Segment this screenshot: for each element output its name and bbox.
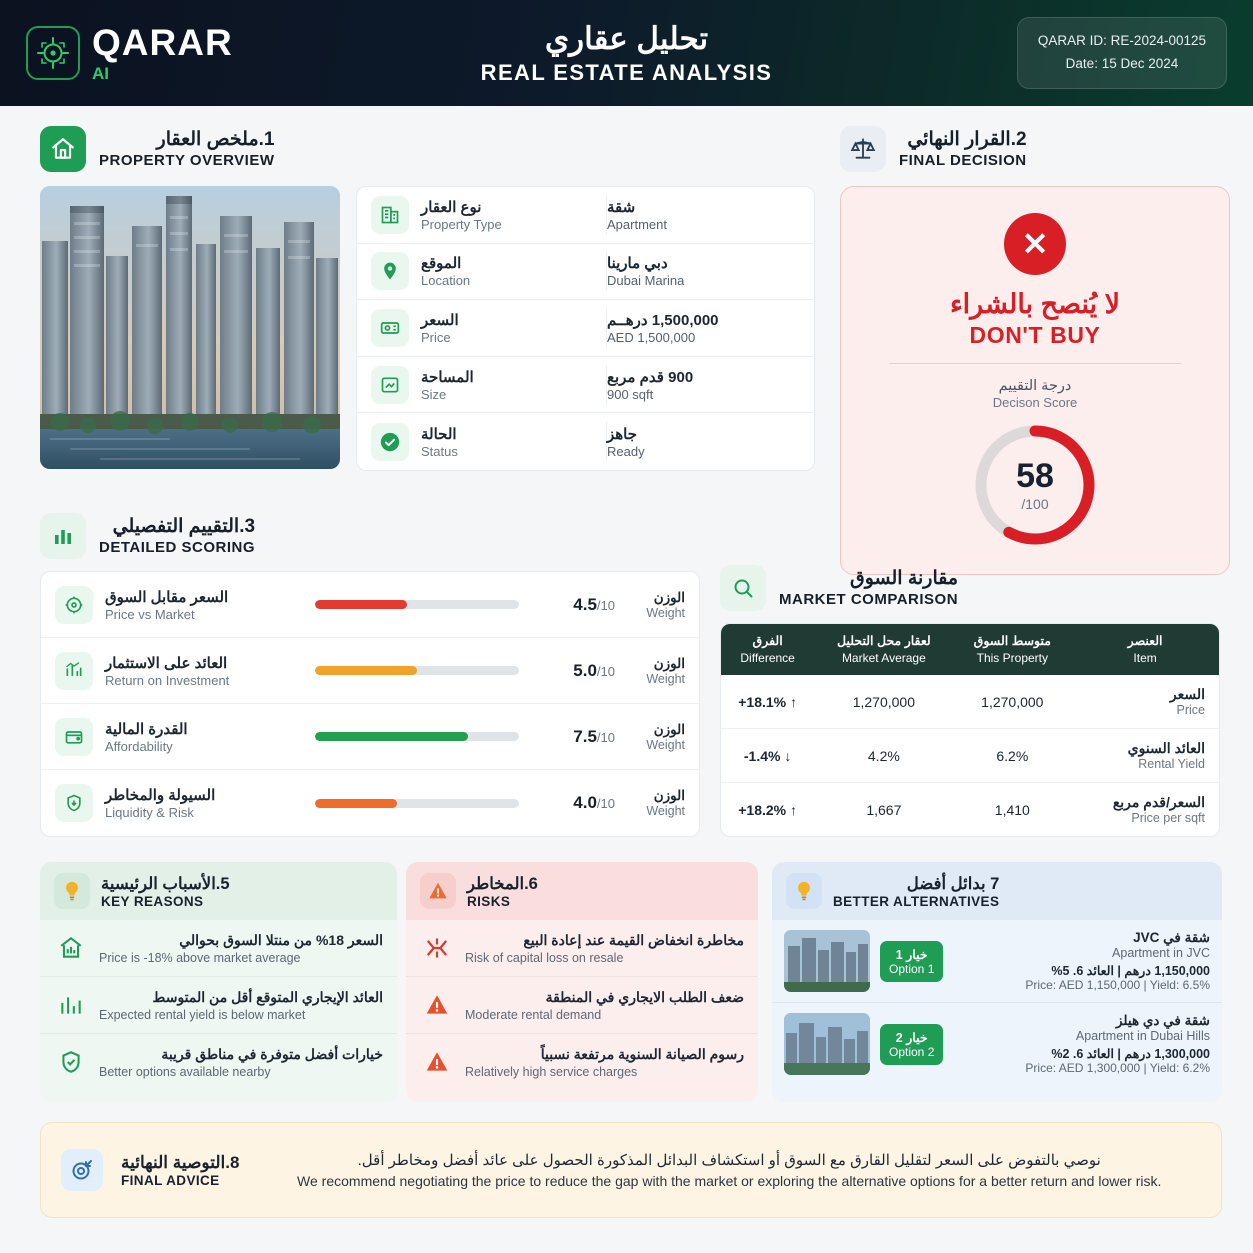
score-max: /10 — [596, 663, 615, 679]
cell-item: العائد السنوي Rental Yield — [1071, 729, 1219, 783]
lightbulb-icon — [786, 873, 822, 909]
alternatives-header — [772, 862, 1222, 920]
qarar-logo-icon — [26, 26, 80, 80]
area-icon — [371, 366, 409, 404]
final-advice-text-en: We recommend negotiating the price to reduce the gap with the market or exploring the alternative options for a better return and lower risk. — [297, 1173, 1162, 1189]
row-value-en: Ready — [607, 443, 645, 459]
reason-ar: السعر 18% من منتلا السوق بحوالي — [179, 931, 383, 948]
row-label-ar: الحالة — [421, 425, 457, 443]
row-label-en: Property Type — [421, 216, 502, 232]
table-row — [721, 729, 1219, 783]
alternative-name-ar: شقة في دي هيلز — [1115, 1013, 1210, 1028]
risk-ar: ضعف الطلب الايجاري في المنطقة — [545, 988, 744, 1005]
section-market-comparison — [720, 565, 1220, 837]
risk-en: Relatively high service charges — [465, 1064, 638, 1079]
score-name-ar: العائد على الاستثمار — [105, 654, 228, 672]
row-label-en: Location — [421, 273, 471, 289]
house-up-icon — [54, 931, 88, 965]
alternative-photo — [784, 930, 870, 992]
risks-title-ar: 6.المخاطر — [467, 874, 538, 893]
row-value-ar: شقة — [607, 198, 636, 216]
score-label-ar: درجة التقييم — [998, 378, 1072, 394]
score-name-en: Liquidity & Risk — [105, 805, 194, 820]
alternatives-title-en: BETTER ALTERNATIVES — [833, 893, 1000, 909]
alternatives-title-ar: 7 بدائل أفضل — [906, 874, 1000, 893]
page-header — [0, 0, 1253, 106]
risk-en: Risk of capital loss on resale — [465, 950, 624, 965]
section-key-reasons — [40, 862, 397, 1102]
cell-this-property: 6.2% — [953, 729, 1071, 783]
list-item[interactable] — [772, 1002, 1222, 1085]
alternative-photo — [784, 1013, 870, 1075]
option-badge: خيار 2 Option 2 — [880, 1024, 943, 1065]
row-value-ar: جاهز — [607, 425, 638, 443]
alternatives-panel — [772, 862, 1222, 1102]
alternative-detail-ar: 1,150,000 درهم | العائد 6. 5% — [1051, 964, 1210, 978]
row-value-ar: 900 قدم مربع — [607, 368, 694, 386]
trend-icon — [55, 652, 93, 690]
detailed-scoring-title-en: DETAILED SCORING — [99, 539, 256, 557]
score-denominator: /100 — [1021, 495, 1049, 512]
cell-item: السعر/قدم مربع Price per sqft — [1112, 794, 1205, 826]
report-date: Date: 15 Dec 2024 — [1065, 56, 1179, 71]
alternative-name-en: Apartment in JVC — [1112, 946, 1210, 960]
risk-ar: مخاطرة انخفاض القيمة عند إعادة البيع — [523, 931, 744, 948]
key-reasons-title-en: KEY REASONS — [101, 893, 204, 909]
row-value-ar: 1,500,000 درهــم — [607, 311, 719, 329]
verdict-ar: لا يُنصح بالشراء — [949, 289, 1121, 319]
property-photo — [40, 186, 340, 469]
score-value — [529, 793, 615, 813]
close-icon: ✕ — [1004, 213, 1066, 275]
score-bar — [315, 666, 519, 675]
scale-icon — [840, 126, 886, 172]
row-label-en: Status — [421, 443, 458, 459]
list-item — [406, 977, 758, 1034]
final-decision-title-ar: 2.القرار النهائي — [907, 128, 1027, 150]
table-row — [721, 783, 1219, 837]
alternative-name-ar: شقة في JVC — [1133, 930, 1210, 945]
weight-label-ar: الوزن — [653, 589, 685, 605]
final-advice-title-en: FINAL ADVICE — [121, 1172, 220, 1188]
warning-icon — [420, 873, 456, 909]
table-row — [721, 675, 1219, 729]
risk-en: Moderate rental demand — [465, 1007, 602, 1022]
table-row — [357, 413, 814, 470]
weight-label-en: Weight — [646, 671, 685, 686]
market-comparison-header — [720, 565, 1220, 611]
cell-market-average: 4.2% — [814, 729, 953, 783]
score-list — [40, 571, 700, 837]
risk-ar: رسوم الصيانة السنوية مرتفعة نسبياً — [540, 1045, 744, 1062]
target-icon — [61, 1149, 103, 1191]
table-row — [357, 357, 814, 414]
report-id: QARAR ID: RE-2024-00125 — [1037, 33, 1206, 49]
shield-icon — [54, 1045, 88, 1079]
final-advice-title-ar: 8.التوصية النهائية — [121, 1152, 240, 1172]
score-bar — [315, 732, 519, 741]
table-row — [357, 244, 814, 301]
brand-logo — [26, 24, 233, 82]
score-gauge — [970, 420, 1100, 550]
reason-en: Expected rental yield is below market — [99, 1007, 306, 1022]
score-name-en: Price vs Market — [105, 606, 195, 622]
score-value — [529, 661, 615, 681]
section-property-overview — [40, 126, 815, 471]
score-label-en: Decison Score — [992, 395, 1078, 410]
detailed-scoring-title-ar: 3.التقييم التفصيلي — [112, 515, 256, 537]
decision-box — [840, 186, 1230, 575]
list-item — [406, 920, 758, 977]
detailed-scoring-header — [40, 513, 700, 559]
row-label-ar: المساحة — [421, 368, 474, 386]
list-item — [406, 1034, 758, 1090]
score-row — [41, 572, 699, 638]
score-name-ar: السيولة والمخاطر — [105, 787, 216, 804]
lightbulb-icon — [54, 873, 90, 909]
list-item — [40, 1034, 397, 1090]
cell-this-property: 1,410 — [994, 801, 1030, 818]
weight-label-ar: الوزن — [653, 721, 685, 737]
cell-market-average: 1,270,000 — [814, 675, 953, 729]
section-alternatives — [772, 862, 1222, 1102]
score-number: 5.0 — [573, 660, 597, 680]
col-item: العنصر Item — [1071, 624, 1219, 675]
list-item[interactable] — [772, 920, 1222, 1002]
key-reasons-panel — [40, 862, 397, 1102]
property-info-table — [356, 186, 815, 471]
row-label-ar: نوع العقار — [421, 198, 482, 216]
weight-label-en: Weight — [646, 605, 685, 620]
row-value-en: Dubai Marina — [607, 273, 685, 289]
final-decision-title-en: FINAL DECISION — [899, 152, 1027, 170]
key-reasons-title-ar: 5.الأسباب الرئيسية — [101, 874, 230, 893]
score-bar — [315, 799, 519, 808]
divider — [889, 363, 1181, 364]
page-title-ar: تحليل عقاري — [544, 20, 709, 56]
score-max: /10 — [596, 729, 615, 745]
warning-icon — [420, 988, 454, 1022]
property-overview-title-ar: 1.ملخص العقار — [156, 128, 275, 150]
report-meta — [1017, 17, 1227, 89]
risks-panel — [406, 862, 758, 1102]
chart-icon — [54, 988, 88, 1022]
reason-ar: العائد الإيجاري المتوقع أقل من المتوسط — [152, 988, 383, 1005]
section-risks — [406, 862, 758, 1102]
list-item — [40, 920, 397, 977]
alternative-detail-en: Price: AED 1,150,000 | Yield: 6.5% — [1025, 978, 1210, 992]
check-icon — [371, 423, 409, 461]
reason-en: Better options available nearby — [99, 1064, 271, 1079]
warning-icon — [420, 1045, 454, 1079]
cell-this-property: 1,270,000 — [953, 675, 1071, 729]
row-value-en: AED 1,500,000 — [607, 329, 696, 345]
money-icon — [371, 309, 409, 347]
score-bar — [315, 600, 519, 609]
search-icon — [720, 565, 766, 611]
final-decision-header — [840, 126, 1230, 172]
table-row — [357, 187, 814, 244]
risks-header — [406, 862, 758, 920]
cell-difference: +18.1% ↑ — [721, 675, 814, 729]
weight-label-en: Weight — [646, 737, 685, 752]
row-value-ar: دبي مارينا — [607, 255, 668, 273]
weight-label-ar: الوزن — [653, 788, 685, 803]
col-market-average: لعقار محل التحليل Market Average — [814, 624, 953, 675]
option-badge: خيار 1 Option 1 — [880, 941, 943, 982]
market-comparison-title-ar: مقارنة السوق — [849, 567, 959, 589]
weight-label-ar: الوزن — [653, 655, 685, 671]
cell-market-average: 1,667 — [866, 801, 902, 818]
section-final-decision — [840, 126, 1230, 575]
row-label-en: Price — [421, 329, 451, 345]
market-comparison-title-en: MARKET COMPARISON — [779, 591, 959, 609]
score-name-ar: القدرة المالية — [105, 720, 188, 738]
score-number: 4.0 — [573, 793, 597, 812]
alternative-detail-ar: 1,300,000 درهم | العائد 6. 2% — [1051, 1047, 1210, 1061]
col-this-property: متوسط السوق This Property — [953, 624, 1071, 675]
score-value — [529, 595, 615, 615]
table-header-row — [721, 624, 1219, 675]
table-row — [357, 300, 814, 357]
verdict-en: DON'T BUY — [969, 322, 1101, 348]
score-name-ar: السعر مقابل السوق — [105, 588, 229, 606]
home-icon — [40, 126, 86, 172]
alternative-detail-en: Price: AED 1,300,000 | Yield: 6.2% — [1025, 1061, 1210, 1075]
reason-en: Price is -18% above market average — [99, 950, 301, 965]
page-title-en: REAL ESTATE ANALYSIS — [480, 59, 773, 85]
property-overview-header — [40, 126, 815, 172]
shield-icon — [55, 784, 93, 822]
score-value — [529, 727, 615, 747]
cell-difference: -1.4% ↓ — [721, 729, 814, 783]
risks-title-en: RISKS — [467, 893, 511, 909]
weight-label-en: Weight — [646, 804, 685, 818]
reason-ar: خيارات أفضل متوفرة في مناطق قريبة — [161, 1045, 383, 1062]
score-row — [41, 638, 699, 704]
key-reasons-header — [40, 862, 397, 920]
cell-item: السعر Price — [1071, 675, 1219, 729]
score-max: /10 — [596, 796, 615, 811]
list-item — [40, 977, 397, 1034]
loss-icon — [420, 931, 454, 965]
score-number: 7.5 — [573, 726, 597, 746]
score-row — [41, 704, 699, 770]
row-label-ar: الموقع — [421, 255, 462, 273]
score-name-en: Return on Investment — [105, 672, 230, 688]
score-row — [41, 770, 699, 836]
score-value: 58 — [1016, 456, 1054, 495]
row-value-en: Apartment — [607, 216, 667, 232]
row-value-en: 900 sqft — [607, 386, 654, 402]
final-advice-text-ar: نوصي بالتفوض على السعر لتقليل القارق مع السوق أو استكشاف البدائل المذكورة الحصول على عائد أفضل ومخاطر أقل. — [357, 1152, 1101, 1169]
property-overview-title-en: PROPERTY OVERVIEW — [99, 152, 275, 170]
score-name-en: Affordability — [105, 738, 173, 754]
score-max: /10 — [596, 597, 615, 613]
bar-chart-icon — [40, 513, 86, 559]
market-comparison-table — [720, 623, 1220, 837]
alternative-name-en: Apartment in Dubai Hills — [1075, 1029, 1210, 1043]
section-detailed-scoring — [40, 513, 700, 837]
brand-name: QARAR — [92, 22, 233, 63]
gauge-icon — [55, 586, 93, 624]
col-difference: الفرق Difference — [721, 624, 814, 675]
building-icon — [371, 196, 409, 234]
section-final-advice — [40, 1122, 1222, 1218]
score-number: 4.5 — [573, 594, 597, 614]
wallet-icon — [55, 718, 93, 756]
row-label-ar: السعر — [421, 311, 459, 329]
cell-difference: +18.2% ↑ — [738, 801, 797, 818]
brand-sub: AI — [92, 64, 109, 83]
row-label-en: Size — [421, 386, 447, 402]
pin-icon — [371, 252, 409, 290]
